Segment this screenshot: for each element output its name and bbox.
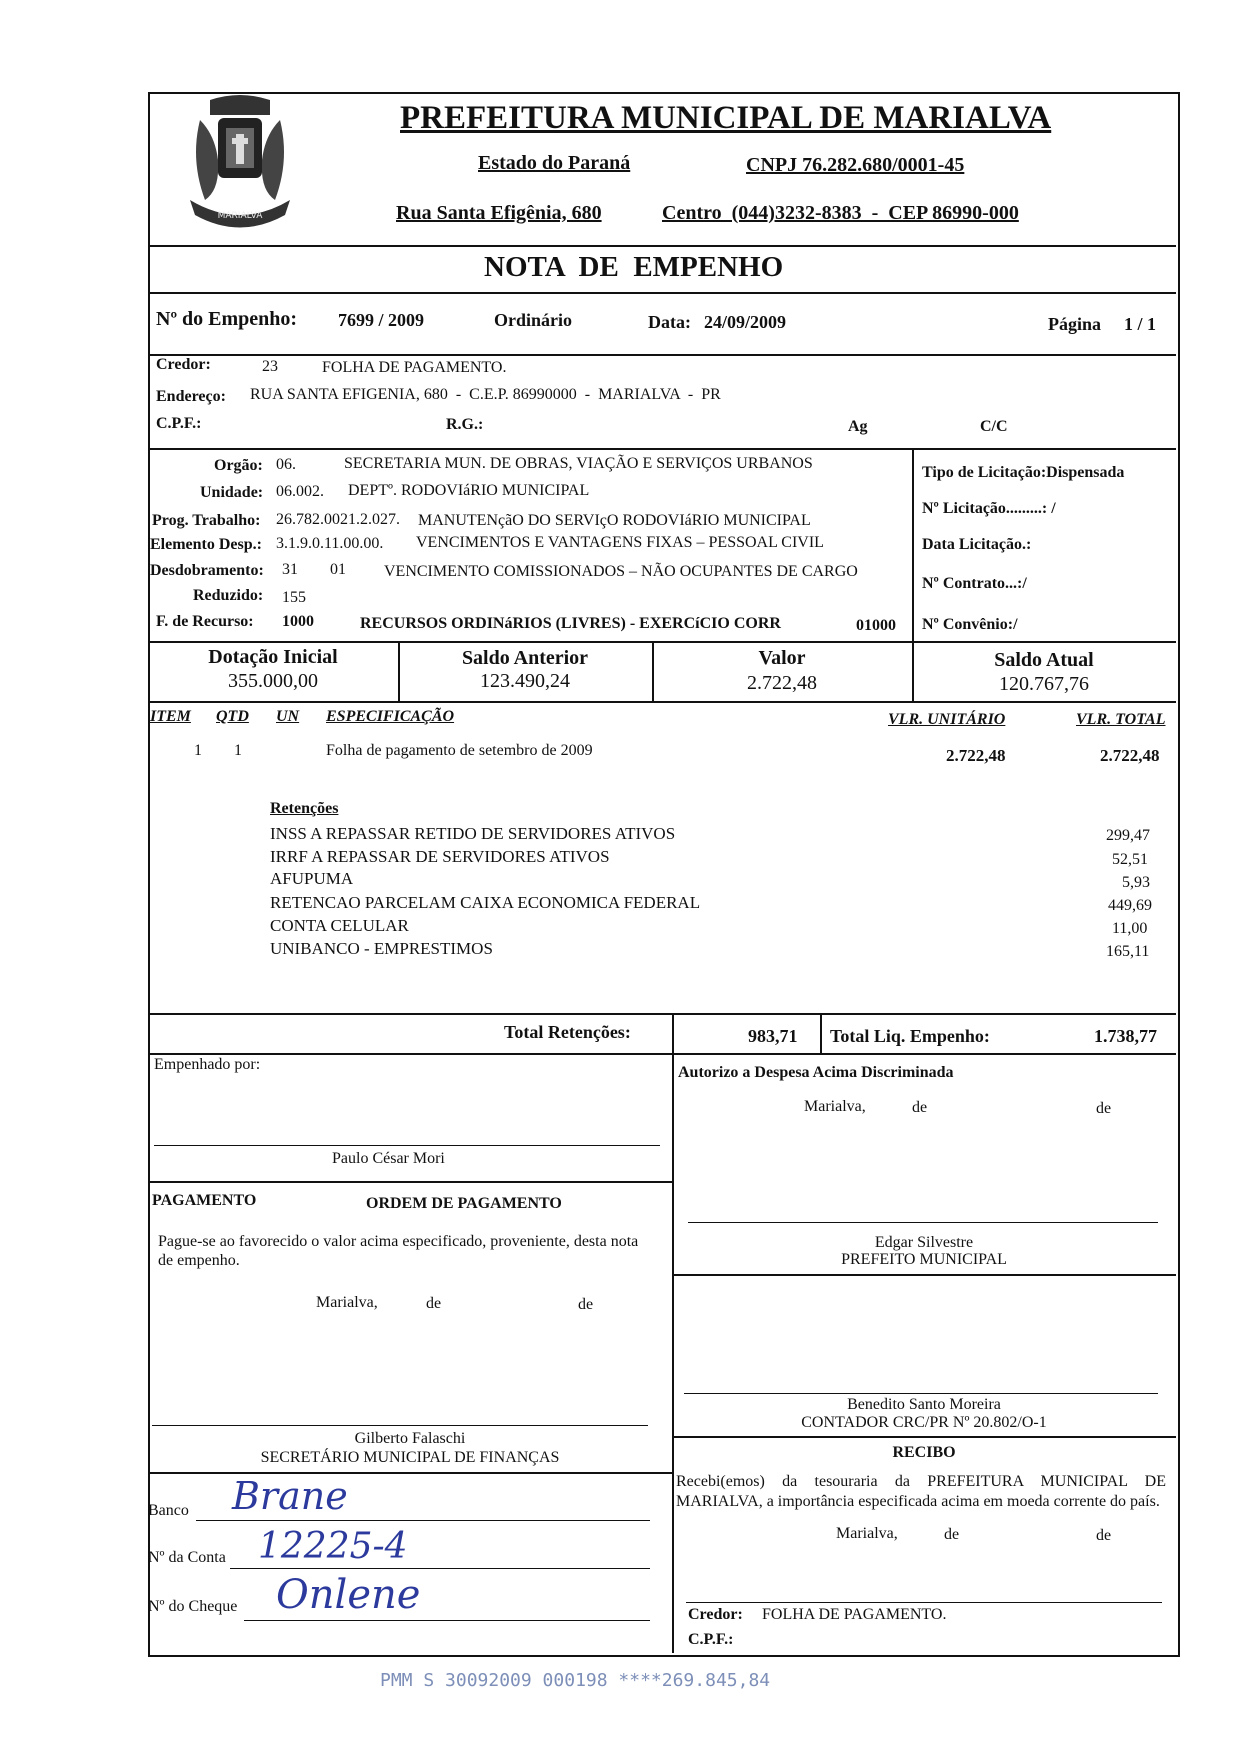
- prefeito-role: PREFEITO MUNICIPAL: [841, 1251, 1007, 1268]
- col-un-header: UN: [276, 708, 300, 725]
- divider: [148, 245, 1176, 247]
- credor-code: 23: [262, 358, 278, 375]
- retencao-value: 165,11: [1106, 943, 1150, 960]
- unidade-label: Unidade:: [200, 484, 264, 501]
- recibo-text: Recebi(emos) da tesouraria da PREFEITURA MUNICIPAL DE MARIALVA, a importância especificada acima em moeda corrente do país.: [676, 1473, 1166, 1510]
- data-licitacao: Data Licitação.:: [922, 536, 1032, 553]
- retencao-desc: AFUPUMA: [270, 869, 354, 888]
- col-vlr-unitario-header: VLR. UNITÁRIO: [888, 711, 1006, 728]
- cnpj-label: CNPJ 76.282.680/0001-45: [746, 154, 965, 176]
- svg-text:MARIALVA: MARIALVA: [217, 211, 263, 221]
- divider: [148, 448, 1176, 450]
- desdobramento-code2: 01: [330, 561, 346, 578]
- reduzido-value: 155: [282, 589, 306, 606]
- address-label: Rua Santa Efigênia, 680: [396, 202, 602, 224]
- endereco-value: RUA SANTA EFIGENIA, 680 - C.E.P. 86990000 - MARIALVA - PR: [250, 386, 721, 403]
- rg-label: R.G.:: [446, 416, 484, 433]
- divider: [912, 448, 914, 642]
- divider: [672, 1274, 1176, 1276]
- autorizo-city: Marialva,: [804, 1098, 866, 1115]
- cheque-handwritten: Onlene: [276, 1572, 421, 1618]
- divider: [148, 1181, 672, 1183]
- unidade-code: 06.002.: [276, 483, 324, 500]
- valor-value: 2.722,48: [747, 672, 817, 694]
- pagamento-de: de: [578, 1296, 594, 1313]
- divider: [148, 292, 1176, 294]
- retencao-value: 5,93: [1122, 874, 1150, 891]
- prog-label: Prog. Trabalho:: [152, 512, 261, 529]
- contador-role: CONTADOR CRC/PR Nº 20.802/O-1: [801, 1414, 1047, 1431]
- recibo-cpf-label: C.P.F.:: [688, 1631, 734, 1648]
- pagamento-city: Marialva,: [316, 1294, 378, 1311]
- conta-line: [230, 1568, 650, 1569]
- orgao-label: Orgão:: [214, 457, 263, 474]
- saldo-anterior-label: Saldo Anterior: [461, 647, 589, 669]
- desdobramento-code: 31: [282, 561, 298, 578]
- divider: [148, 1472, 672, 1474]
- cc-label: C/C: [980, 418, 1008, 435]
- signature-line: [688, 1222, 1158, 1223]
- credor-label: Credor:: [156, 356, 211, 373]
- dotacao-inicial-value: 355.000,00: [228, 670, 318, 692]
- retencao-desc: RETENCAO PARCELAM CAIXA ECONOMICA FEDERAL: [270, 893, 701, 912]
- divider: [148, 354, 1176, 356]
- saldo-atual-label: Saldo Atual: [994, 649, 1094, 671]
- fonte-recurso-name: RECURSOS ORDINáRIOS (LIVRES) - EXERCíCIO CORR: [360, 615, 781, 632]
- pagamento-de: de: [426, 1295, 442, 1312]
- dotacao-inicial-label: Dotação Inicial: [208, 646, 338, 668]
- total-liquido-label: Total Liq. Empenho:: [830, 1026, 990, 1046]
- fonte-recurso-code: 1000: [282, 613, 314, 630]
- autorizo-de: de: [912, 1099, 928, 1116]
- col-qtd-header: QTD: [216, 708, 249, 725]
- col-vlr-total-header: VLR. TOTAL: [1076, 711, 1166, 728]
- total-retencoes-value: 983,71: [748, 1026, 798, 1046]
- retencao-value: 11,00: [1112, 920, 1148, 937]
- item-description: Folha de pagamento de setembro de 2009: [326, 742, 593, 759]
- cpf-label: C.P.F.:: [156, 415, 202, 432]
- item-total-value: 2.722,48: [1100, 746, 1160, 765]
- divider: [148, 701, 1176, 703]
- orgao-name: SECRETARIA MUN. DE OBRAS, VIAÇÃO E SERVIÇOS URBANOS: [344, 455, 813, 472]
- recibo-city: Marialva,: [836, 1525, 898, 1542]
- empenho-number-value: 7699 / 2009: [338, 310, 425, 330]
- address-center-label: Centro (044)3232-8383 - CEP 86990-000: [662, 202, 1019, 224]
- page-value: 1 / 1: [1124, 314, 1157, 334]
- recibo-credor-label: Credor:: [688, 1606, 743, 1623]
- retencao-desc: INSS A REPASSAR RETIDO DE SERVIDORES ATIVOS: [270, 824, 676, 843]
- retencao-desc: UNIBANCO - EMPRESTIMOS: [270, 939, 493, 958]
- tipo-licitacao: Tipo de Licitação:Dispensada: [922, 464, 1125, 481]
- document-title: NOTA DE EMPENHO: [484, 251, 784, 283]
- banco-handwritten: Brane: [232, 1474, 348, 1518]
- recibo-de: de: [944, 1526, 960, 1543]
- fonte-recurso-code2: 01000: [856, 617, 896, 634]
- divider: [672, 1436, 1176, 1438]
- date-value: 24/09/2009: [704, 312, 787, 332]
- elemento-name: VENCIMENTOS E VANTAGENS FIXAS – PESSOAL CIVIL: [416, 534, 824, 551]
- pagamento-label: PAGAMENTO: [152, 1192, 257, 1209]
- state-label: Estado do Paraná: [478, 152, 631, 174]
- date-label: Data:: [648, 312, 691, 332]
- empenho-number-label: Nº do Empenho:: [156, 308, 298, 330]
- prog-name: MANUTENçãO DO SERVIçO RODOVIáRIO MUNICIPAL: [418, 512, 811, 529]
- saldo-anterior-value: 123.490,24: [480, 670, 570, 692]
- secretario-name: Gilberto Falaschi: [354, 1430, 466, 1447]
- divider: [148, 641, 1176, 643]
- credor-name: FOLHA DE PAGAMENTO.: [322, 359, 507, 376]
- total-retencoes-label: Total Retenções:: [504, 1022, 631, 1042]
- cheque-label: Nº do Cheque: [148, 1598, 238, 1615]
- retencoes-title: Retenções: [270, 800, 339, 817]
- desdobramento-name: VENCIMENTO COMISSIONADOS – NÃO OCUPANTES DE CARGO: [384, 563, 858, 580]
- prefeitura-title: PREFEITURA MUNICIPAL DE MARIALVA: [400, 100, 1052, 136]
- divider: [672, 1053, 674, 1653]
- pagamento-text: Pague-se ao favorecido o valor acima especificado, proveniente, desta nota de empenho.: [158, 1233, 639, 1269]
- cheque-line: [244, 1620, 650, 1621]
- retencao-desc: IRRF A REPASSAR DE SERVIDORES ATIVOS: [270, 847, 610, 866]
- col-item-header: ITEM: [150, 708, 191, 725]
- banco-label: Banco: [148, 1502, 189, 1519]
- retencao-value: 449,69: [1108, 897, 1152, 914]
- recibo-credor-value: FOLHA DE PAGAMENTO.: [762, 1606, 947, 1623]
- retencao-value: 52,51: [1112, 851, 1148, 868]
- desdobramento-label: Desdobramento:: [150, 562, 264, 579]
- empenhado-por-label: Empenhado por:: [154, 1056, 261, 1073]
- recibo-de: de: [1096, 1527, 1112, 1544]
- recibo-title: RECIBO: [892, 1444, 956, 1461]
- unidade-name: DEPTº. RODOVIáRIO MUNICIPAL: [348, 482, 590, 499]
- prefeito-name: Edgar Silvestre: [874, 1234, 974, 1251]
- empenhado-por-name: Paulo César Mori: [332, 1150, 445, 1167]
- item-unit-value: 2.722,48: [946, 746, 1006, 765]
- divider: [148, 1053, 1176, 1055]
- numero-convenio: Nº Convênio:/: [922, 616, 1018, 633]
- signature-line: [152, 1425, 648, 1426]
- conta-handwritten: 12225-4: [258, 1526, 408, 1567]
- banco-line: [196, 1520, 650, 1521]
- footer-stamp: PMM S 30092009 000198 ****269.845,84: [380, 1670, 771, 1691]
- saldo-atual-value: 120.767,76: [999, 673, 1089, 695]
- signature-line: [154, 1145, 660, 1146]
- reduzido-label: Reduzido:: [193, 587, 264, 604]
- secretario-role: SECRETÁRIO MUNICIPAL DE FINANÇAS: [260, 1449, 560, 1466]
- fonte-recurso-label: F. de Recurso:: [156, 613, 254, 630]
- contador-name: Benedito Santo Moreira: [847, 1396, 1001, 1413]
- retencao-desc: CONTA CELULAR: [270, 916, 409, 935]
- conta-label: Nº da Conta: [148, 1549, 226, 1566]
- item-number: 1: [194, 742, 202, 759]
- col-especificacao-header: ESPECIFICAÇÃO: [326, 708, 455, 725]
- numero-licitacao: Nº Licitação.........: /: [922, 500, 1056, 517]
- divider: [148, 1013, 1176, 1015]
- signature-line: [684, 1393, 1158, 1394]
- ag-label: Ag: [848, 418, 868, 435]
- elemento-label: Elemento Desp.:: [150, 536, 262, 553]
- divider: [820, 1013, 822, 1053]
- total-liquido-value: 1.738,77: [1094, 1026, 1157, 1046]
- coat-of-arms-logo: [170, 90, 310, 240]
- autorizo-title: Autorizo a Despesa Acima Discriminada: [678, 1064, 954, 1081]
- valor-label: Valor: [758, 647, 806, 669]
- numero-contrato: Nº Contrato...:/: [922, 575, 1027, 592]
- divider: [672, 1013, 674, 1053]
- signature-line: [686, 1602, 1162, 1603]
- item-qtd: 1: [234, 742, 242, 759]
- retencao-value: 299,47: [1106, 827, 1150, 844]
- orgao-code: 06.: [276, 456, 296, 473]
- prog-code: 26.782.0021.2.027.: [276, 511, 400, 528]
- endereco-label: Endereço:: [156, 388, 226, 405]
- autorizo-de: de: [1096, 1100, 1112, 1117]
- ordem-pagamento-label: ORDEM DE PAGAMENTO: [366, 1195, 562, 1212]
- empenho-type: Ordinário: [494, 310, 573, 330]
- page-label: Página: [1048, 314, 1102, 334]
- elemento-code: 3.1.9.0.11.00.00.: [276, 535, 384, 552]
